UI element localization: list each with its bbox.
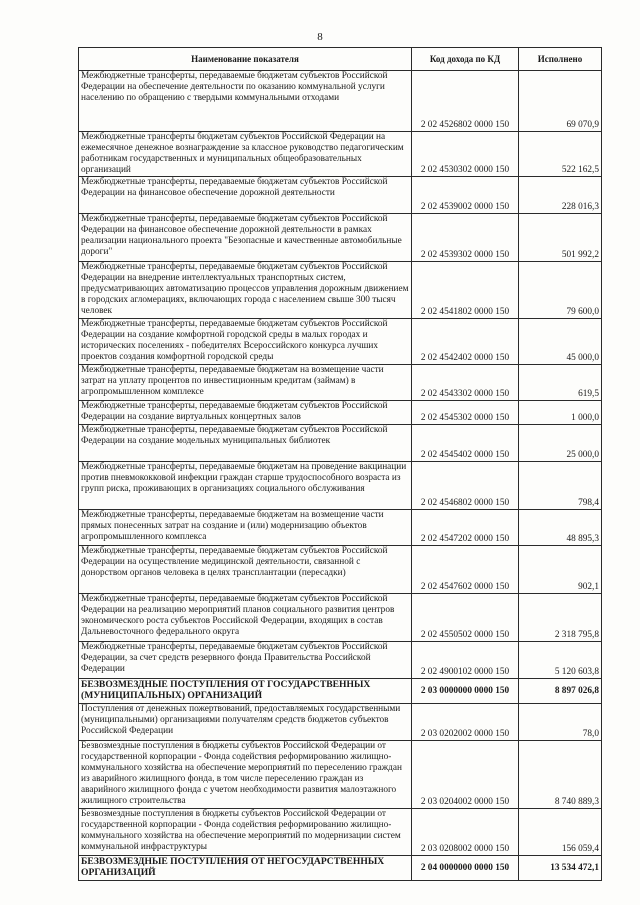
- row-code: 2 02 4550502 0000 150: [412, 594, 519, 642]
- row-name: Межбюджетные трансферты, передаваемые бюджетам субъектов Российской Федерации на создание виртуальных концертных залов: [79, 401, 412, 425]
- row-name: Межбюджетные трансферты, передаваемые бюджетам субъектов Российской Федерации на внедрение интеллектуальных транспортных систем, предусматривающих автоматизацию процессов управления дорожным движением в городских агломерациях, включающих города с населением свыше 300 тысяч человек: [79, 262, 412, 319]
- table-row: [79, 71, 602, 132]
- row-name: Поступления от денежных пожертвований, предоставляемых государственными (муниципальными) организациями получателям средств бюджетов субъектов Российской Федерации: [79, 704, 412, 741]
- row-amount: 1 000,0: [519, 401, 602, 425]
- table-row: [79, 365, 602, 401]
- section-amount: 8 897 026,8: [519, 679, 602, 704]
- table-row: [79, 425, 602, 462]
- row-amount: 78,0: [519, 704, 602, 741]
- header-code: Код дохода по КД: [412, 48, 519, 71]
- table-row: [79, 401, 602, 425]
- row-code: 2 02 4542402 0000 150: [412, 319, 519, 365]
- row-name: Межбюджетные трансферты бюджетам субъектов Российской Федерации на ежемесячное денежное вознаграждение за классное руководство педагогическим работникам государственных и муниципальных общеобразовательных организаций: [79, 132, 412, 177]
- page-number: 8: [317, 31, 323, 43]
- row-code: 2 02 4546802 0000 150: [412, 462, 519, 510]
- row-name: Межбюджетные трансферты, передаваемые бюджетам субъектов Российской Федерации на финансовое обеспечение дорожной деятельности: [79, 177, 412, 214]
- table-row: [79, 704, 602, 741]
- table-row: [79, 319, 602, 365]
- section-row: [79, 679, 602, 704]
- row-code: 2 02 4547202 0000 150: [412, 510, 519, 546]
- row-name: Межбюджетные трансферты, передаваемые бюджетам субъектов Российской Федерации на финансовое обеспечение дорожной деятельности в рамках реализации национального проекта "Безопасные и качественные автомобильные дороги": [79, 214, 412, 262]
- row-code: 2 03 0208002 0000 150: [412, 809, 519, 856]
- row-name: Межбюджетные трансферты, передаваемые бюджетам субъектов Российской Федерации на осуществление медицинской деятельности, связанной с донорством органов человека в целях трансплантации (пересадки): [79, 546, 412, 594]
- row-amount: 156 059,4: [519, 809, 602, 856]
- row-code: 2 02 4539302 0000 150: [412, 214, 519, 262]
- row-code: 2 02 4530302 0000 150: [412, 132, 519, 177]
- table-row: [79, 594, 602, 642]
- table-row: [79, 132, 602, 177]
- row-code: 2 02 4545402 0000 150: [412, 425, 519, 462]
- table-row: [79, 177, 602, 214]
- section-amount: 13 534 472,1: [519, 856, 602, 881]
- row-name: Межбюджетные трансферты, передаваемые бюджетам на возмещение части прямых понесенных затрат на создание и (или) модернизацию объектов агропромышленного комплекса: [79, 510, 412, 546]
- row-amount: 2 318 795,8: [519, 594, 602, 642]
- row-amount: 902,1: [519, 546, 602, 594]
- row-code: 2 02 4543302 0000 150: [412, 365, 519, 401]
- table-row: [79, 262, 602, 319]
- header-name: Наименование показателя: [79, 48, 412, 71]
- row-name: Межбюджетные трансферты, передаваемые бюджетам субъектов Российской Федерации на создание модельных муниципальных библиотек: [79, 425, 412, 462]
- row-amount: 45 000,0: [519, 319, 602, 365]
- row-code: 2 02 4526802 0000 150: [412, 71, 519, 132]
- row-name: Межбюджетные трансферты, передаваемые бюджетам субъектов Российской Федерации на создание комфортной городской среды в малых городах и исторических поселениях - победителях Всероссийского конкурса лучших проектов создания комфортной городской среды: [79, 319, 412, 365]
- row-name: Межбюджетные трансферты, передаваемые бюджетам субъектов Российской Федерации, за счет средств резервного фонда Правительства Российской Федерации: [79, 642, 412, 679]
- table-header-row: [79, 48, 602, 71]
- row-code: 2 02 4900102 0000 150: [412, 642, 519, 679]
- row-amount: 5 120 603,8: [519, 642, 602, 679]
- row-name: Межбюджетные трансферты, передаваемые бюджетам на возмещение части затрат на уплату процентов по инвестиционным кредитам (займам) в агропромышленном комплексе: [79, 365, 412, 401]
- table-row: [79, 642, 602, 679]
- row-amount: 79 600,0: [519, 262, 602, 319]
- row-code: 2 03 0202002 0000 150: [412, 704, 519, 741]
- header-executed: Исполнено: [519, 48, 602, 71]
- row-amount: 69 070,9: [519, 71, 602, 132]
- table-row: [79, 214, 602, 262]
- row-amount: 25 000,0: [519, 425, 602, 462]
- row-code: 2 02 4541802 0000 150: [412, 262, 519, 319]
- section-name: БЕЗВОЗМЕЗДНЫЕ ПОСТУПЛЕНИЯ ОТ ГОСУДАРСТВЕННЫХ (МУНИЦИПАЛЬНЫХ) ОРГАНИЗАЦИЙ: [79, 679, 412, 704]
- row-amount: 522 162,5: [519, 132, 602, 177]
- row-amount: 228 016,3: [519, 177, 602, 214]
- row-name: Межбюджетные трансферты, передаваемые бюджетам субъектов Российской Федерации на обеспечение деятельности по оказанию коммунальной услуги населению по обращению с твердыми коммунальными отходами: [79, 71, 412, 132]
- revenue-table: [78, 47, 602, 881]
- table-row: [79, 809, 602, 856]
- row-name: Безвозмездные поступления в бюджеты субъектов Российской Федерации от государственной корпорации - Фонда содействия реформированию жилищно-коммунального хозяйства на обеспечение мероприятий по модернизации систем коммунальной инфраструктуры: [79, 809, 412, 856]
- row-code: 2 02 4545302 0000 150: [412, 401, 519, 425]
- row-amount: 619,5: [519, 365, 602, 401]
- table-row: [79, 741, 602, 809]
- row-amount: 501 992,2: [519, 214, 602, 262]
- section-code: 2 04 0000000 0000 150: [412, 856, 519, 881]
- table-row: [79, 510, 602, 546]
- section-name: БЕЗВОЗМЕЗДНЫЕ ПОСТУПЛЕНИЯ ОТ НЕГОСУДАРСТВЕННЫХ ОРГАНИЗАЦИЙ: [79, 856, 412, 881]
- row-name: Межбюджетные трансферты, передаваемые бюджетам субъектов Российской Федерации на реализацию мероприятий планов социального развития центров экономического роста субъектов Российской Федерации, входящих в состав Дальневосточного федерального округа: [79, 594, 412, 642]
- row-code: 2 02 4547602 0000 150: [412, 546, 519, 594]
- row-amount: 8 740 889,3: [519, 741, 602, 809]
- row-amount: 48 895,3: [519, 510, 602, 546]
- section-row: [79, 856, 602, 881]
- row-amount: 798,4: [519, 462, 602, 510]
- row-code: 2 03 0204002 0000 150: [412, 741, 519, 809]
- table-row: [79, 546, 602, 594]
- row-code: 2 02 4539002 0000 150: [412, 177, 519, 214]
- row-name: Межбюджетные трансферты, передаваемые бюджетам на проведение вакцинации против пневмококковой инфекции граждан старше трудоспособного возраста из групп риска, проживающих в организациях социального обслуживания: [79, 462, 412, 510]
- table-row: [79, 462, 602, 510]
- section-code: 2 03 0000000 0000 150: [412, 679, 519, 704]
- row-name: Безвозмездные поступления в бюджеты субъектов Российской Федерации от государственной корпорации - Фонда содействия реформированию жилищно-коммунального хозяйства на обеспечение мероприятий по переселению граждан из аварийного жилищного фонда, в том числе переселению граждан из аварийного жилищного фонда с учетом необходимости развития малоэтажного жилищного строительства: [79, 741, 412, 809]
